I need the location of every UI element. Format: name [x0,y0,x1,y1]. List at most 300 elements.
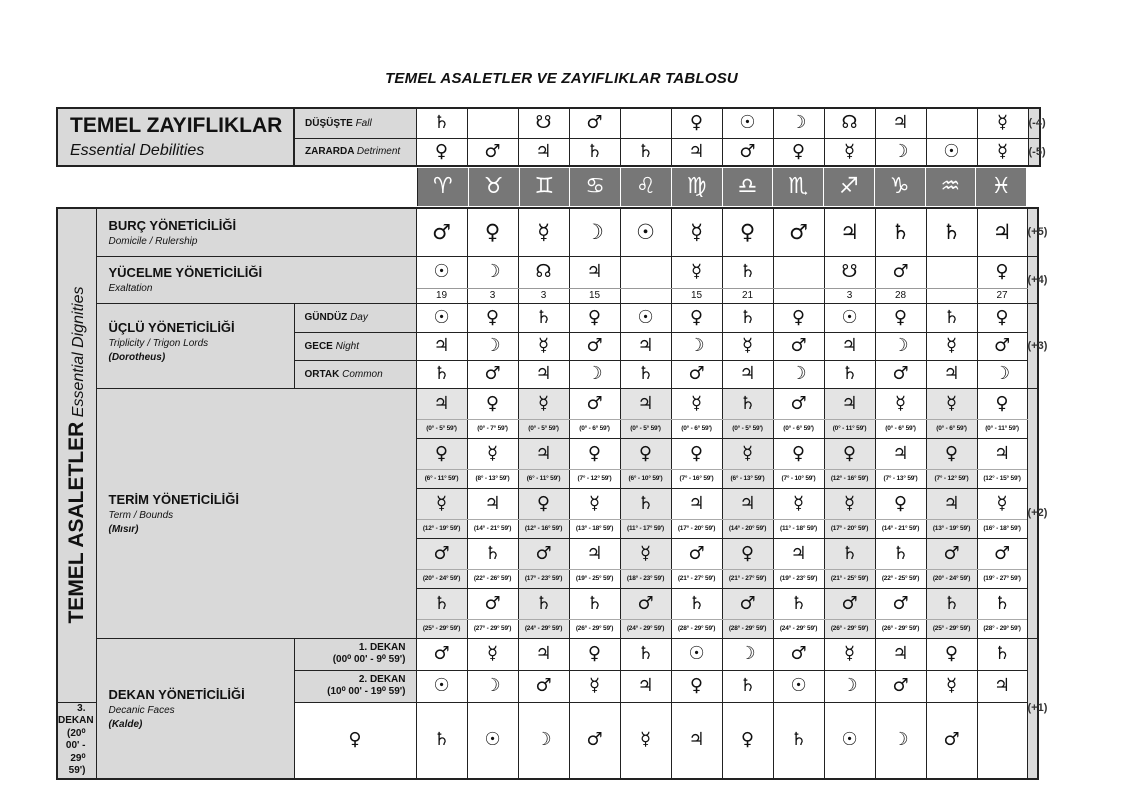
term-symbol: ☿ [824,488,875,519]
decan-label: 1. DEKAN [358,641,406,653]
term-symbol: ♄ [722,388,773,419]
terms-label-ref: (Mısır) [108,523,139,535]
term-symbol: ♀ [518,488,569,519]
decan-symbol: ☉ [416,670,467,702]
term-range: (22° - 26° 59') [467,569,518,588]
term-symbol: ♃ [977,438,1027,469]
decan-symbol: ☽ [875,702,926,779]
term-symbol: ♀ [467,388,518,419]
triplicity-night-symbol: ☽ [875,332,926,360]
triplicity-common-symbol: ☽ [977,360,1027,388]
exaltation-degree: 3 [518,288,569,303]
decan-symbol: ☽ [722,638,773,670]
term-symbol: ♃ [569,538,620,569]
term-symbol: ♃ [518,438,569,469]
exaltation-symbol [926,256,977,288]
decan-symbol: ♄ [722,670,773,702]
term-range: (8° - 13° 59') [467,469,518,488]
triplicity-day-symbol: ☉ [824,303,875,332]
triplicity-common-symbol: ♄ [824,360,875,388]
exaltation-degree [773,288,824,303]
triplicity-night-symbol: ♂ [773,332,824,360]
term-symbol: ☿ [569,488,620,519]
term-range: (22° - 25° 59') [875,569,926,588]
fall-symbol [467,108,518,138]
triplicity-night-symbol: ♂ [569,332,620,360]
domicile-label [96,208,416,256]
term-symbol: ♄ [773,588,824,619]
fall-symbol: ☋ [518,108,569,138]
decans-points: (+1) [1027,638,1038,779]
term-symbol: ♂ [569,388,620,419]
decan-symbol: ♃ [977,670,1027,702]
term-range: (21° - 27° 59') [671,569,722,588]
side-title-cell [57,208,96,702]
decans-label [96,638,294,779]
triplicity-day-symbol: ♄ [926,303,977,332]
term-range: (25° - 29° 59') [926,619,977,638]
exaltation-label-sub: Exaltation [108,283,153,294]
domicile-symbol: ♃ [977,208,1027,256]
decan-symbol: ☿ [620,702,671,779]
term-range: (11° - 17° 59') [620,519,671,538]
term-symbol: ♂ [875,588,926,619]
detriment-symbol: ☿ [977,138,1028,166]
triplicity-day-symbol: ♀ [671,303,722,332]
term-symbol: ☿ [875,388,926,419]
term-symbol: ♃ [773,538,824,569]
term-symbol: ♂ [722,588,773,619]
decan-range: (00⁰ 00' - 9⁰ 59') [332,654,406,665]
decans-label-ref: (Kalde) [108,718,143,730]
term-range: (7° - 13° 59') [875,469,926,488]
decan-symbol: ☿ [467,638,518,670]
triplicity-day-symbol: ♀ [467,303,518,332]
triplicity-label [96,303,294,388]
detriment-symbol: ♃ [671,138,722,166]
exaltation-degree [926,288,977,303]
term-range: (17° - 20° 59') [671,519,722,538]
term-range: (0° - 6° 59') [926,419,977,438]
term-symbol: ♂ [620,588,671,619]
term-symbol: ♀ [977,388,1027,419]
side-title [65,287,89,624]
decan-symbol: ♂ [416,638,467,670]
term-symbol: ♂ [416,538,467,569]
triplicity-night-symbol: ☿ [518,332,569,360]
triplicity-common-symbol: ♂ [875,360,926,388]
triplicity-night-label-en: Night [335,340,359,352]
domicile-symbol: ♄ [875,208,926,256]
term-symbol: ♄ [518,588,569,619]
term-range: (28° - 29° 59') [977,619,1027,638]
triplicity-day-label-tr: GÜNDÜZ [304,312,348,323]
exaltation-label [96,256,416,303]
decan-symbol: ♃ [518,638,569,670]
term-range: (0° - 5° 59') [416,419,467,438]
domicile-symbol: ☽ [569,208,620,256]
fall-points: (-4) [1028,108,1040,138]
terms-label [96,388,416,638]
zodiac-sign-1: ♉ [468,168,519,207]
term-range: (25° - 29° 59') [416,619,467,638]
term-symbol: ☿ [722,438,773,469]
term-range: (0° - 6° 59') [773,419,824,438]
domicile-label-heading: BURÇ YÖNETİCİLİĞİ [108,217,237,233]
term-range: (26° - 29° 59') [875,619,926,638]
side-title-sub: Essential Dignities [69,286,87,418]
triplicity-night-symbol: ☿ [722,332,773,360]
fall-label-tr: DÜŞÜŞTE [305,117,353,129]
term-symbol: ♂ [671,538,722,569]
term-range: (27° - 29° 59') [467,619,518,638]
exaltation-degree: 28 [875,288,926,303]
exaltation-symbol: ☉ [416,256,467,288]
exaltation-symbol: ☽ [467,256,518,288]
detriment-points: (-5) [1028,138,1040,166]
decan-symbol: ♂ [569,702,620,779]
term-range: (0° - 6° 59') [875,419,926,438]
term-range: (19° - 27° 59') [977,569,1027,588]
decan-symbol: ♃ [620,670,671,702]
zodiac-sign-5: ♍ [671,168,722,207]
dignities-table [56,207,1048,780]
term-symbol: ☿ [926,388,977,419]
decan-symbol: ♂ [875,670,926,702]
detriment-label-en: Detriment [356,146,401,158]
triplicity-common-symbol: ☽ [773,360,824,388]
term-symbol: ♄ [977,588,1027,619]
triplicity-day-symbol: ☉ [416,303,467,332]
fall-symbol: ♂ [569,108,620,138]
exaltation-degree: 3 [467,288,518,303]
term-range: (7° - 10° 59') [773,469,824,488]
term-symbol: ♃ [620,388,671,419]
decans-label-heading: DEKAN YÖNETİCİLİĞİ [108,686,245,702]
term-range: (24° - 29° 59') [773,619,824,638]
term-symbol: ♄ [824,538,875,569]
term-symbol: ♃ [467,488,518,519]
term-range: (16° - 18° 59') [977,519,1027,538]
term-symbol: ♃ [671,488,722,519]
domicile-symbol: ♀ [722,208,773,256]
term-symbol: ♂ [518,538,569,569]
term-range: (0° - 11° 59') [824,419,875,438]
term-symbol: ♀ [773,438,824,469]
triplicity-day-label [294,303,416,332]
term-symbol: ♀ [875,488,926,519]
decan-label-cell [57,702,96,779]
zodiac-sign-2: ♊ [519,168,570,207]
exaltation-degree: 27 [977,288,1027,303]
decans-label-sub: Decanic Faces [108,704,175,716]
zodiac-sign-3: ♋ [570,168,621,207]
decan-symbol: ☽ [467,670,518,702]
exaltation-symbol [773,256,824,288]
term-symbol: ♀ [569,438,620,469]
term-symbol: ☿ [977,488,1027,519]
term-symbol: ♃ [416,388,467,419]
exaltation-degree: 19 [416,288,467,303]
domicile-label-sub: Domicile / Rulership [108,235,198,247]
triplicity-label-sub: Triplicity / Trigon Lords [108,337,209,349]
fall-symbol: ☉ [722,108,773,138]
exaltation-symbol: ♀ [977,256,1027,288]
triplicity-night-label [294,332,416,360]
term-symbol: ♀ [722,538,773,569]
decan-label: 3. DEKAN [58,702,94,726]
triplicity-night-label-tr: GECE [304,340,333,352]
term-range: (12° - 16° 59') [518,519,569,538]
exaltation-symbol: ☊ [518,256,569,288]
decan-symbol: ♃ [671,702,722,779]
term-symbol: ♀ [926,438,977,469]
exaltation-degree: 3 [824,288,875,303]
exaltation-label-heading: YÜCELME YÖNETİCİLİĞİ [108,265,263,280]
decan-symbol: ♄ [620,638,671,670]
domicile-symbol: ♂ [416,208,467,256]
detriment-symbol: ♀ [416,138,467,166]
fall-symbol [620,108,671,138]
debilities-table [56,107,1046,167]
terms-label-heading: TERİM YÖNETİCİLİĞİ [108,491,239,507]
domicile-symbol: ☉ [620,208,671,256]
fall-symbol: ♃ [875,108,926,138]
decan-symbol: ♀ [926,638,977,670]
term-range: (7° - 12° 59') [569,469,620,488]
decan-symbol: ☉ [467,702,518,779]
decan-label-cell [294,670,416,702]
term-symbol: ♃ [722,488,773,519]
triplicity-night-symbol: ♃ [416,332,467,360]
decan-symbol: ♃ [875,638,926,670]
decan-symbol: ♂ [926,702,977,779]
decan-symbol: ☉ [671,638,722,670]
exaltation-symbol: ☿ [671,256,722,288]
term-symbol: ♂ [773,388,824,419]
term-range: (20° - 24° 59') [926,569,977,588]
term-range: (12° - 19° 59') [416,519,467,538]
detriment-symbol: ♄ [569,138,620,166]
term-range: (12° - 15° 59') [977,469,1027,488]
term-range: (0° - 6° 59') [569,419,620,438]
decan-symbol: ☉ [773,670,824,702]
domicile-symbol: ☿ [671,208,722,256]
term-range: (21° - 27° 59') [722,569,773,588]
exaltation-symbol: ♂ [875,256,926,288]
decan-label-cell [294,638,416,670]
decan-symbol: ☿ [824,638,875,670]
decan-symbol: ☽ [824,670,875,702]
decan-symbol: ♄ [773,702,824,779]
zodiac-sign-8: ♐ [824,168,875,207]
triplicity-night-symbol: ♃ [824,332,875,360]
term-symbol: ☿ [518,388,569,419]
term-symbol: ♂ [467,588,518,619]
triplicity-night-symbol: ♂ [977,332,1027,360]
term-range: (6° - 13° 59') [722,469,773,488]
term-symbol: ♄ [569,588,620,619]
term-range: (24° - 29° 59') [518,619,569,638]
term-symbol: ♄ [671,588,722,619]
zodiac-sign-6: ♎ [722,168,773,207]
detriment-symbol: ☽ [875,138,926,166]
term-range: (20° - 24° 59') [416,569,467,588]
decan-symbol: ♄ [416,702,467,779]
triplicity-day-symbol: ♀ [875,303,926,332]
domicile-symbol: ♀ [467,208,518,256]
domicile-symbol: ♄ [926,208,977,256]
term-range: (6° - 10° 59') [620,469,671,488]
term-symbol: ♃ [824,388,875,419]
detriment-symbol: ♂ [467,138,518,166]
fall-symbol: ☽ [773,108,824,138]
debilities-heading: TEMEL ZAYIFLIKLAR [70,114,283,137]
term-symbol: ♀ [824,438,875,469]
detriment-symbol: ☿ [824,138,875,166]
term-range: (26° - 29° 59') [569,619,620,638]
triplicity-points: (+3) [1027,303,1038,388]
term-symbol: ♂ [824,588,875,619]
decan-symbol: ♀ [722,702,773,779]
triplicity-common-symbol: ☽ [569,360,620,388]
terms-points: (+2) [1027,388,1038,638]
triplicity-common-symbol: ♂ [467,360,518,388]
triplicity-day-symbol: ♄ [722,303,773,332]
term-range: (0° - 6° 59') [671,419,722,438]
exaltation-degree [620,288,671,303]
term-range: (14° - 20° 59') [722,519,773,538]
term-symbol: ☿ [620,538,671,569]
triplicity-common-symbol: ♃ [518,360,569,388]
decan-symbol: ☿ [926,670,977,702]
triplicity-common-symbol: ♄ [620,360,671,388]
term-symbol: ♄ [467,538,518,569]
triplicity-night-symbol: ☽ [671,332,722,360]
triplicity-label-heading: ÜÇLÜ YÖNETİCİLİĞİ [108,319,235,335]
term-range: (14° - 21° 59') [875,519,926,538]
term-symbol: ☿ [671,388,722,419]
triplicity-label-ref: (Dorotheus) [108,351,166,363]
page-title: TEMEL ASALETLER VE ZAYIFLIKLAR TABLOSU [385,70,738,87]
term-range: (12° - 16° 59') [824,469,875,488]
triplicity-day-symbol: ♀ [773,303,824,332]
term-symbol: ♄ [875,538,926,569]
triplicity-day-symbol: ♀ [977,303,1027,332]
decan-symbol: ♂ [518,670,569,702]
side-title-main: TEMEL ASALETLER [64,421,88,624]
term-symbol: ♃ [875,438,926,469]
zodiac-sign-9: ♑ [874,168,925,207]
term-symbol: ♂ [926,538,977,569]
term-range: (19° - 25° 59') [569,569,620,588]
triplicity-common-symbol: ♄ [416,360,467,388]
decan-symbol: ♀ [569,638,620,670]
term-range: (24° - 29° 59') [620,619,671,638]
exaltation-symbol [620,256,671,288]
decan-symbol: ☽ [518,702,569,779]
term-range: (6° - 11° 59') [416,469,467,488]
triplicity-day-symbol: ♀ [569,303,620,332]
fall-symbol: ♀ [671,108,722,138]
decan-symbol: ♀ [294,702,416,779]
triplicity-common-symbol: ♃ [722,360,773,388]
zodiac-sign-0: ♈ [418,168,469,207]
decan-symbol: ♂ [773,638,824,670]
term-range: (0° - 5° 59') [620,419,671,438]
term-range: (6° - 11° 59') [518,469,569,488]
signs-table [417,167,1027,207]
domicile-symbol: ♂ [773,208,824,256]
term-range: (17° - 23° 59') [518,569,569,588]
term-symbol: ♀ [671,438,722,469]
detriment-symbol: ♄ [620,138,671,166]
exaltation-degree: 15 [671,288,722,303]
detriment-symbol: ♂ [722,138,773,166]
term-symbol: ♀ [620,438,671,469]
term-symbol: ♀ [416,438,467,469]
triplicity-day-symbol: ♄ [518,303,569,332]
fall-label-en: Fall [355,117,372,129]
exaltation-degree: 15 [569,288,620,303]
triplicity-common-symbol: ♂ [671,360,722,388]
triplicity-common-symbol: ♃ [926,360,977,388]
exaltation-symbol: ♃ [569,256,620,288]
decan-symbol: ♄ [977,638,1027,670]
fall-symbol: ♄ [416,108,467,138]
term-symbol: ♄ [926,588,977,619]
term-range: (0° - 5° 59') [518,419,569,438]
domicile-symbol: ☿ [518,208,569,256]
zodiac-sign-7: ♏ [773,168,824,207]
term-range: (13° - 19° 59') [926,519,977,538]
decan-symbol: ☉ [824,702,875,779]
term-symbol: ♂ [977,538,1027,569]
fall-symbol: ☿ [977,108,1028,138]
term-symbol: ♄ [416,588,467,619]
term-range: (18° - 23° 59') [620,569,671,588]
zodiac-sign-10: ♒ [925,168,976,207]
term-range: (14° - 21° 59') [467,519,518,538]
exaltation-degree: 21 [722,288,773,303]
term-symbol: ♃ [926,488,977,519]
exaltation-symbol: ☋ [824,256,875,288]
terms-label-sub: Term / Bounds [108,509,174,521]
triplicity-day-symbol: ☉ [620,303,671,332]
term-symbol: ☿ [416,488,467,519]
term-range: (7° - 12° 59') [926,469,977,488]
zodiac-sign-11: ♓ [976,168,1027,207]
detriment-symbol: ♀ [773,138,824,166]
debilities-heading-cell [57,108,294,166]
exaltation-symbol: ♄ [722,256,773,288]
triplicity-night-symbol: ☿ [926,332,977,360]
term-range: (21° - 25° 59') [824,569,875,588]
term-range: (11° - 18° 59') [773,519,824,538]
fall-label [294,108,416,138]
detriment-label [294,138,416,166]
fall-symbol [926,108,977,138]
term-range: (13° - 18° 59') [569,519,620,538]
detriment-label-tr: ZARARDA [305,146,355,158]
term-range: (0° - 7° 59') [467,419,518,438]
decan-range: (10⁰ 00' - 19⁰ 59') [327,686,406,697]
term-symbol: ☿ [773,488,824,519]
term-range: (28° - 29° 59') [671,619,722,638]
triplicity-common-label [294,360,416,388]
triplicity-night-symbol: ☽ [467,332,518,360]
triplicity-night-symbol: ♃ [620,332,671,360]
